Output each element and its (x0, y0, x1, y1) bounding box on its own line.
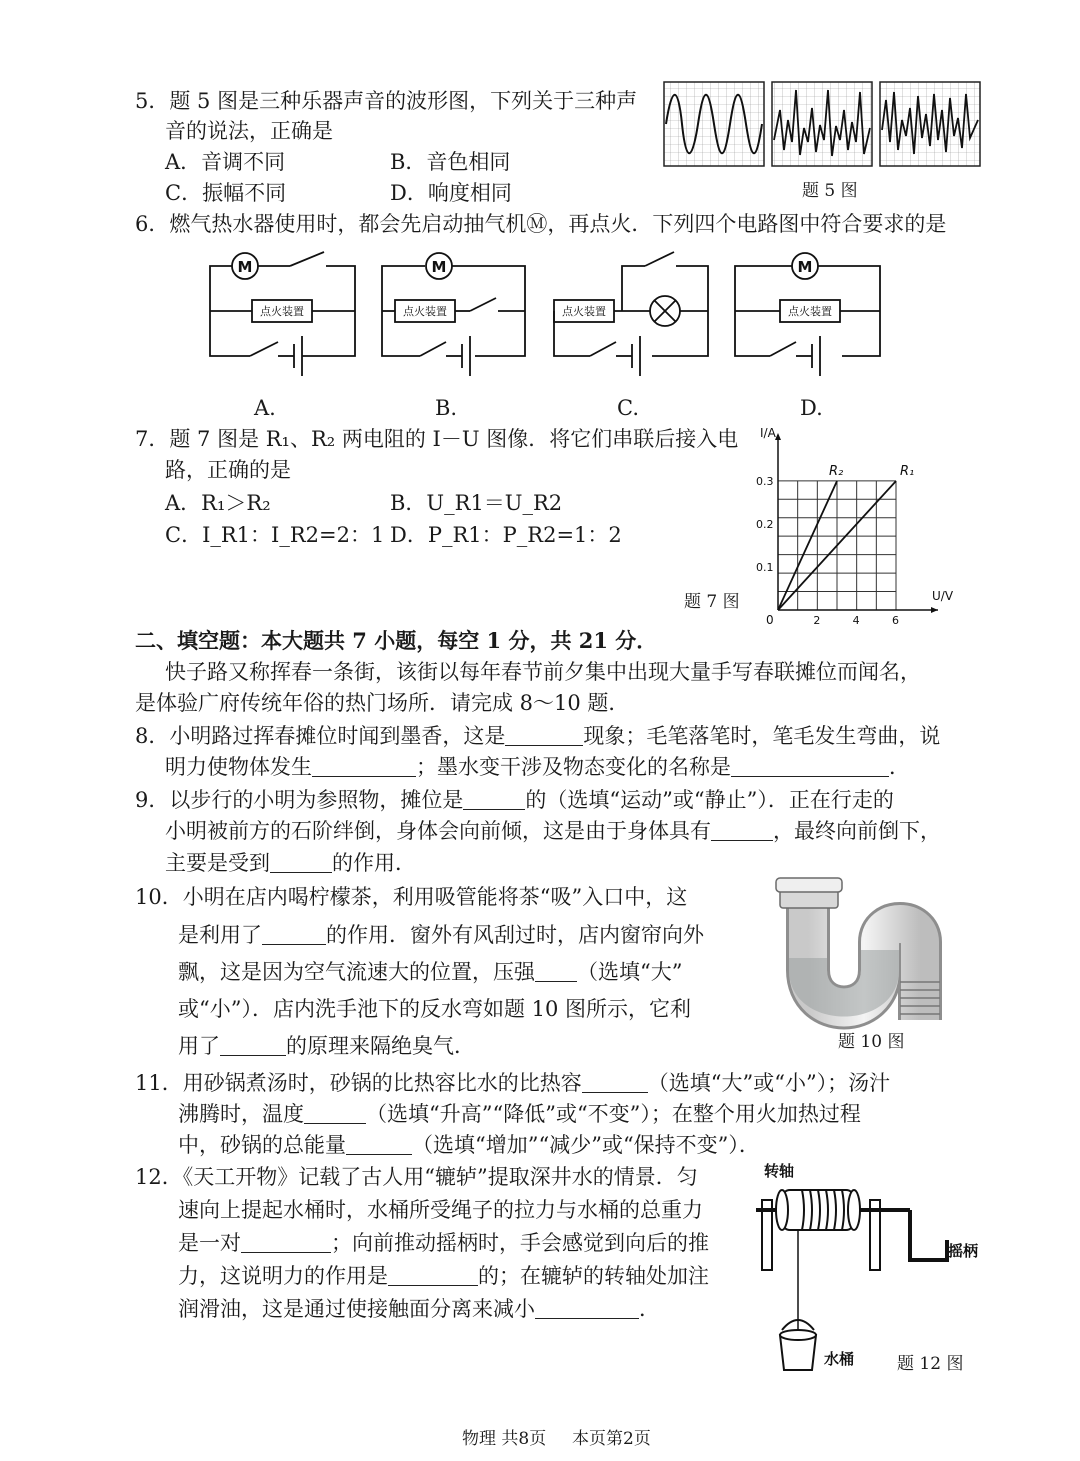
q6-choice-c: C. (617, 396, 639, 420)
q9-line1 (135, 787, 894, 813)
q12-text: 润滑油，这是通过使接触面分离来减小 (178, 1297, 535, 1321)
q12-line3 (178, 1230, 709, 1256)
motor-symbol-a: M (237, 258, 253, 276)
igniter-label-d: 点火装置 (788, 305, 832, 318)
q7-option-b: B．U_R1＝U_R2 (390, 491, 563, 515)
q12-line4 (178, 1263, 709, 1289)
q10-line1: 10．小明在店内喝柠檬茶，利用吸管能将茶“吸”入口中，这 (135, 885, 688, 909)
q9-text: 主要是受到 (165, 851, 270, 875)
q12-line5 (178, 1296, 660, 1322)
q11-line1 (135, 1070, 890, 1096)
footer-subject: 物理 共8页 (462, 1429, 547, 1449)
q11-text: （选填“升高”“降低”或“不变”）；在整个用火加热过程 (366, 1102, 861, 1126)
q9-text: 小明被前方的石阶绊倒，身体会向前倾，这是由于身体具有 (165, 819, 711, 843)
q7-iu-chart (745, 425, 975, 625)
q5-waveform-figure (662, 80, 982, 170)
origin-label: 0 (766, 613, 774, 627)
q7-stem-line1: 7．题 7 图是 R₁、R₂ 两电阻的 I－U 图像．将它们串联后接入电 (135, 427, 739, 451)
section2-intro-line2: 是体验广府传统年俗的热门场所．请完成 8～10 题． (135, 691, 630, 715)
q6-choice-b: B. (435, 396, 458, 420)
q12-blank-3[interactable] (535, 1298, 639, 1319)
igniter-label-a: 点火装置 (260, 305, 304, 318)
q11-blank-3[interactable] (346, 1134, 412, 1155)
q10-text: （选填“大” (577, 960, 683, 984)
section2-intro-line1: 快子路又称挥春一条街，该街以每年春节前夕集中出现大量手写春联摊位而闻名， (165, 660, 921, 684)
q8-text: ；墨水变干涉及物态变化的名称是 (416, 755, 731, 779)
q10-blank-1[interactable] (262, 924, 326, 945)
motor-symbol-b: M (431, 258, 447, 276)
q12-text: 是一对 (178, 1231, 241, 1255)
q10-text: 的作用．窗外有风刮过时，店内窗帘向外 (326, 923, 704, 947)
y-tick-label: 0.2 (756, 518, 774, 531)
q12-text: ；向前推动摇柄时，手会感觉到向后的推 (331, 1231, 709, 1255)
q12-line2: 速向上提起水桶时，水桶所受绳子的拉力与水桶的总重力 (178, 1198, 703, 1222)
q12-blank-2[interactable] (388, 1265, 478, 1286)
q12-line1: 12．《天工开物》记载了古人用“辘轳”提取深井水的情景．匀 (135, 1165, 698, 1189)
label-axle: 转轴 (764, 1162, 795, 1180)
q5-option-d: D．响度相同 (390, 181, 512, 205)
y-axis-arrow (775, 433, 781, 440)
q9-text: 的作用． (332, 851, 416, 875)
series-line-r2 (778, 481, 837, 610)
q10-line4: 或“小”）．店内洗手池下的反水弯如题 10 图所示，它利 (178, 997, 692, 1021)
q10-text: 飘，这是因为空气流速大的位置，压强 (178, 960, 535, 984)
q11-text: （选填“大”或“小”）；汤汁 (647, 1071, 891, 1095)
q9-text: 9．以步行的小明为参照物，摊位是 (135, 788, 464, 812)
igniter-label-c: 点火装置 (562, 305, 606, 318)
q10-line5 (178, 1033, 475, 1059)
q10-line2 (178, 922, 704, 948)
waveform-panel-1 (664, 82, 764, 166)
y-axis-label: I/A (760, 426, 776, 440)
q10-trap-pipe-figure (770, 870, 970, 1030)
q5-option-c: C．振幅不同 (165, 181, 287, 205)
q6-choice-d: D. (800, 396, 823, 420)
q9-line3 (165, 850, 416, 876)
x-tick-label: 6 (892, 614, 899, 627)
q8-text: 现象；毛笔落笔时，笔毛发生弯曲，说 (583, 724, 941, 748)
q9-blank-3[interactable] (270, 852, 332, 873)
q7-option-a: A．R₁＞R₂ (165, 491, 271, 515)
q9-text: ，最终向前倒下， (773, 819, 941, 843)
q12-figure-caption: 题 12 图 (897, 1354, 964, 1374)
q6-stem: 6．燃气热水器使用时，都会先启动抽气机Ⓜ，再点火．下列四个电路图中符合要求的是 (135, 212, 947, 236)
q7-figure-caption: 题 7 图 (684, 592, 740, 612)
q11-text: 中，砂锅的总能量 (178, 1133, 346, 1157)
q12-text: 力，这说明力的作用是 (178, 1264, 388, 1288)
q10-figure-caption: 题 10 图 (838, 1032, 905, 1052)
q6-circuits-figure (190, 244, 1080, 394)
q11-line2 (178, 1101, 861, 1127)
waveform-panel-3 (880, 82, 980, 166)
q10-text: 是利用了 (178, 923, 262, 947)
q11-line3 (178, 1132, 760, 1158)
q9-text: 的（选填“运动”或“静止”）．正在行走的 (525, 788, 894, 812)
label-handle: 摇柄 (948, 1242, 979, 1260)
igniter-label-b: 点火装置 (403, 305, 447, 318)
q12-blank-1[interactable] (241, 1232, 331, 1253)
x-tick-label: 4 (852, 614, 860, 627)
q12-text: 的；在辘轳的转轴处加注 (478, 1264, 709, 1288)
label-bucket: 水桶 (824, 1350, 855, 1368)
series-label-r1: R₁ (900, 464, 915, 479)
motor-symbol-d: M (797, 258, 813, 276)
x-axis-arrow (931, 607, 938, 613)
section2-heading: 二、填空题：本大题共 7 小题，每空 1 分，共 21 分． (135, 628, 658, 653)
q9-blank-2[interactable] (711, 820, 773, 841)
q10-text: 用了 (178, 1034, 220, 1058)
q12-text: ． (639, 1297, 660, 1321)
q5-option-b: B．音色相同 (390, 150, 511, 174)
q8-line2 (165, 754, 910, 780)
q7-stem-line2: 路，正确的是 (165, 458, 291, 482)
q7-option-c: C．I_R1：I_R2=2：1 (165, 523, 385, 547)
q5-stem-line2: 音的说法，正确是 (165, 119, 333, 143)
q6-choice-a: A. (254, 396, 276, 420)
q7-option-d: D．P_R1：P_R2=1：2 (390, 523, 622, 547)
q11-blank-1[interactable] (582, 1072, 648, 1093)
q11-text: （选填“增加”“减少”或“保持不变”）． (412, 1133, 760, 1157)
y-tick-label: 0.3 (756, 475, 774, 488)
q9-line2 (165, 818, 941, 844)
q11-text: 沸腾时，温度 (178, 1102, 304, 1126)
q8-blank-3[interactable] (731, 756, 889, 777)
q11-text: 11．用砂锅煮汤时，砂锅的比热容比水的比热容 (135, 1071, 582, 1095)
x-axis-label: U/V (932, 589, 954, 603)
q9-blank-1[interactable] (463, 789, 525, 810)
waveform-panel-2 (772, 82, 872, 166)
q8-text: 明力使物体发生 (165, 755, 312, 779)
series-label-r2: R₂ (829, 464, 844, 479)
q10-blank-3[interactable] (220, 1035, 286, 1056)
y-tick-label: 0.1 (756, 561, 774, 574)
q8-blank-2[interactable] (312, 756, 416, 777)
q8-text: ． (889, 755, 910, 779)
q5-option-a: A．音调不同 (165, 150, 286, 174)
q11-blank-2[interactable] (304, 1103, 366, 1124)
x-tick-label: 2 (813, 614, 821, 627)
footer-page: 本页第2页 (572, 1429, 651, 1449)
q8-blank-1[interactable] (505, 725, 583, 746)
q10-line3 (178, 959, 682, 985)
q10-text: 的原理来隔绝臭气． (286, 1034, 475, 1058)
q5-stem-line1: 5．题 5 图是三种乐器声音的波形图，下列关于三种声 (135, 89, 638, 113)
q5-figure-caption: 题 5 图 (802, 181, 858, 201)
q8-line1 (135, 723, 940, 749)
q8-text: 8．小明路过挥春摊位时闻到墨香，这是 (135, 724, 506, 748)
q10-blank-2[interactable] (535, 961, 577, 982)
